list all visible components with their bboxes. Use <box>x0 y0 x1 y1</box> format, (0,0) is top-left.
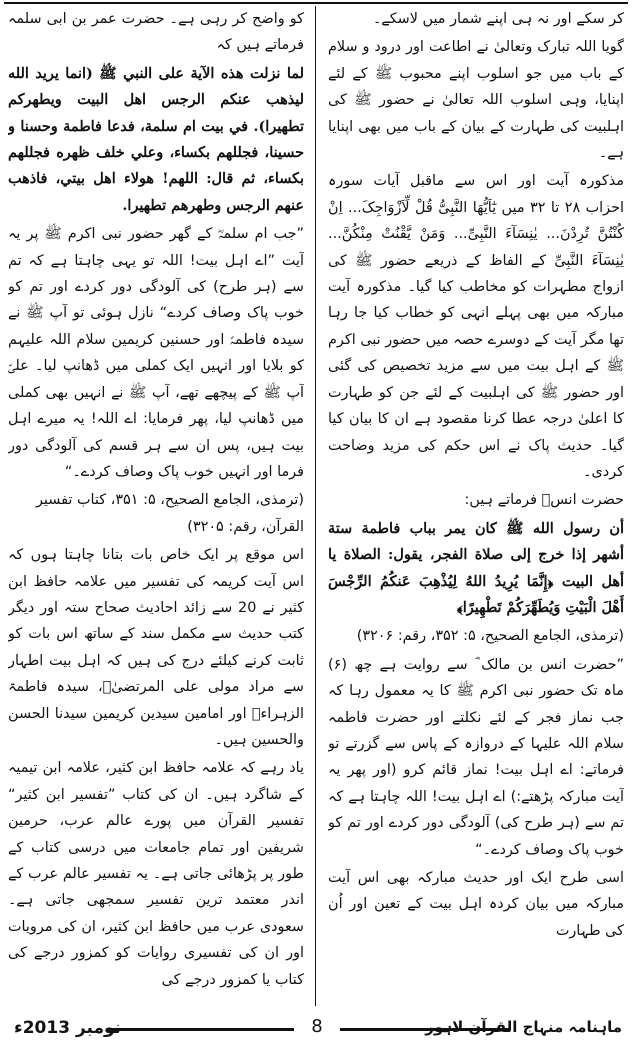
arabic-text: لما نزلت هذه الآية على النبي ﷺ (انما يريد الله ليذهب عنكم الرجس اهل البيت ويطهركم تطهيرا). في بيت ام سلمة، فدعا فاطمة وحسنا و حسينا، فجللهم بكساء، وعلي خلف ظهره فجللهم بكساء، ثم قال: اللهم! هولاء اهل بيتي، فاذهب عنهم الرجس وطهرهم تطهيرا. <box>8 64 304 214</box>
citation: (ترمذی، الجامع الصحیح، ۵: ۳۵۲، رقم: ۳۲۰۶) <box>356 628 624 645</box>
paragraph: یاد رہے کہ علامہ حافظ ابن کثیر، علامہ ابن تیمیہ کے شاگرد ہیں۔ ان کی کتاب ”تفسیر ابن کثیر“ تفسیر القرآن میں پورے عالم عرب، حرمین شریفین اور تمام جامعات میں درسی کتاب کے طور پر پڑھائی جاتی ہے۔ یہ تفسیر عالم عرب کے اندر معتمد ترین تفسیر سمجھی جاتی ہے۔ سعودی عرب میں حافظ ابن کثیر، ان کی مرویات اور ان کی تفسیری روایات کو کمزور درجے کی کتاب یا کمزور درجے کی <box>8 760 304 988</box>
page-footer <box>0 1012 632 1046</box>
footer-rule-left <box>108 1028 294 1031</box>
paragraph: کو واضح کر رہی ہے۔ حضرت عمر بن ابی سلمہ فرماتے ہیں کہ <box>8 11 304 54</box>
issue-date: نومبر 2013ء <box>14 1018 122 1038</box>
right-column <box>328 6 624 1006</box>
paragraph: کر سکے اور نہ ہی اپنے شمار میں لاسکے۔ <box>372 11 624 27</box>
paragraph: گویا اللہ تبارک وتعالیٰ نے اطاعت اور درود و سلام کے باب میں جو اسلوب اپنے محبوب ﷺ کے لئے اپنایا، وہی اسلوب اللہ تعالیٰ نے حضور ﷺ کی اہلبیت کی طہارت کے بیان کے باب میں بھی اپنایا ہے۔ <box>328 39 624 162</box>
left-column <box>8 6 304 1006</box>
column-divider <box>315 6 316 1006</box>
arabic-text: أن رسول الله ﷺ كان يمر بباب فاطمة ستة أشهر إذا خرج إلى صلاة الفجر، يقول: الصلاة يا أهل البيت ﴿إِنَّمَا يُرِيدُ اللهُ لِيُذْهِبَ عَنكُمُ الرِّجْسَ أَهْلَ الْبَيْتِ وَيُطَهِّرَكُمْ تَطْهِيرًا﴾ <box>328 519 624 616</box>
citation: (ترمذی، الجامع الصحیح، ۵: ۳۵۱، کتاب تفسیر القرآن، رقم: ۳۲۰۵) <box>35 492 304 535</box>
top-rule <box>4 2 628 4</box>
paragraph: اسی طرح ایک اور حدیث مبارکہ بھی اس آیت مبارکہ میں بیان کردہ اہل بیت کے تعین اور اُن کی طہارت <box>328 870 624 939</box>
paragraph: مذکورہ آیت اور اس سے ماقبل آیات سورہ احزاب ۲۸ تا ۳۲ میں یٰٓاَیُّهَا النَّبِیُّ قُلْ لِّاَزْوَاجِکَ... اِنْ کُنْتُنَّ تُرِدْنَ... یٰنِسَآءَ النَّبِیِّ... وَمَنْ یَّقْنُتْ مِنْکُنَّ... یٰنِسَآءَ النَّبِیِّ کے الفاظ کے ذریعے حضور ﷺ کی ازواج مطہرات کو مخاطب کیا گیا۔ مذکورہ آیت مبارکہ میں بھی پہلے انہی کو خطاب کیا جا رہا تھا مگر آیت کے دوسرے حصہ میں حضور نبی اکرم ﷺ کے اہل بیت میں سے مزید تخصیص کی گئی اور حضور ﷺ کی اہلبیت کے لئے جن کو طہارت کا اعلیٰ درجہ عطا کرنا مقصود ہے ان کا بیان کیا گیا۔ حدیث پاک نے اس حکم کی مزید وضاحت کردی۔ <box>328 173 624 480</box>
paragraph: حضرت انسؓ فرماتے ہیں: <box>464 492 624 509</box>
paragraph: اس موقع پر ایک خاص بات بتانا چاہتا ہوں کہ اس آیت کریمہ کی تفسیر میں علامہ حافظ ابن کثیر نے 20 سے زائد احادیث صحاح ستہ اور دیگر کتب حدیث سے مکمل سند کے ساتھ اس بات کو ثابت کرنے کیلئے درج کی ہیں کہ اہل بیت اطہار سے مراد مولی علی المرتضیٰؑ، سیدہ فاطمۃ الزہراءؑ اور امامین سیدین کریمین سیدنا الحسن والحسین ہیں۔ <box>8 547 304 748</box>
page-number: 8 <box>311 1016 323 1037</box>
magazine-name: ماہنامہ منہاج القرآن لاہور <box>425 1018 622 1036</box>
paragraph: ”جب ام سلمہؓ کے گھر حضور نبی اکرم ﷺ پر یہ آیت ”اے اہل بیت! اللہ تو یہی چاہتا ہے کہ تم سے (ہر طرح) کی آلودگی دور کردے اور تم کو خوب پاک وصاف کردے“ نازل ہوئی تو آپ ﷺ نے سیدہ فاطمہؑ اور حسنین کریمین سلام اللہ علیہم کو بلایا اور انہیں ایک کملی میں ڈھانپ لیا۔ علیؑ آپ ﷺ کے پیچھے تھے، آپ ﷺ نے انہیں بھی کملی میں ڈھانپ لیا، پھر فرمایا: اے اللہ! یہ میرے اہل بیت ہیں، پس ان سے ہر قسم کی آلودگی دور فرما اور انہیں خوب پاک وصاف کردے۔“ <box>8 226 304 480</box>
paragraph: ”حضرت انس بن مالک ؓ سے روایت ہے چھ (۶) ماہ تک حضور نبی اکرم ﷺ کا یہ معمول رہا کہ جب نماز فجر کے لئے نکلتے اور حضرت فاطمہ سلام اللہ علیہا کے دروازہ کے پاس سے گزرتے تو فرماتے: اے اہل بیت! نماز قائم کرو (اور پھر یہ آیت مبارکہ پڑھتے:) اے اہل بیت! اللہ چاہتا ہے کہ تم سے (ہر طرح کی) آلودگی دور کردے اور تم کو خوب پاک وصاف کردے۔“ <box>328 656 624 858</box>
